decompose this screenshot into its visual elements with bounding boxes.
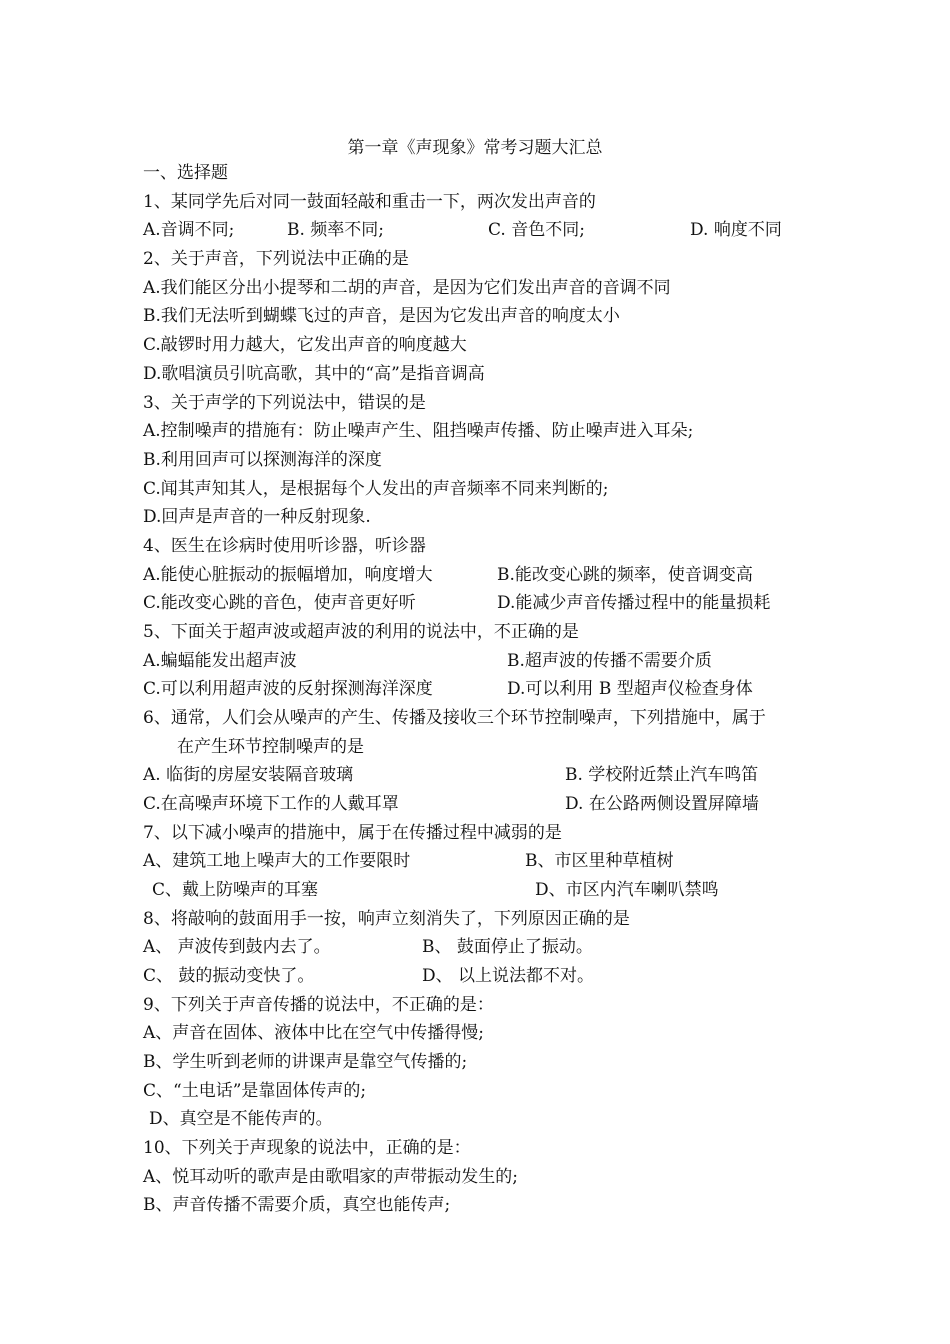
- question-3-option-b: B.利用回声可以探测海洋的深度: [143, 450, 382, 470]
- question-9-option-b: B、学生听到老师的讲课声是靠空气传播的;: [143, 1052, 468, 1072]
- question-1-stem: 1、某同学先后对同一鼓面轻敲和重击一下，两次发出声音的: [143, 192, 596, 212]
- question-5-option-d: D.可以利用 B 型超声仪检查身体: [507, 679, 753, 699]
- question-5-option-c: C.可以利用超声波的反射探测海洋深度: [143, 679, 433, 699]
- question-2-option-b: B.我们无法听到蝴蝶飞过的声音，是因为它发出声音的响度太小: [143, 306, 620, 326]
- question-1-option-c: C. 音色不同;: [488, 220, 585, 240]
- question-7-option-c: C、戴上防噪声的耳塞: [152, 880, 319, 900]
- question-7-option-a: A、建筑工地上噪声大的工作要限时: [143, 851, 411, 871]
- question-8-option-b: B、 鼓面停止了振动。: [422, 937, 593, 957]
- question-3-stem: 3、关于声学的下列说法中，错误的是: [143, 393, 426, 413]
- question-8-option-c: C、 鼓的振动变快了。: [143, 966, 315, 986]
- question-9-option-c: C、“土电话”是靠固体传声的;: [143, 1081, 367, 1101]
- question-6-option-d: D. 在公路两侧设置屏障墙: [565, 794, 759, 814]
- question-2-option-d: D.歌唱演员引吭高歌，其中的“高”是指音调高: [143, 364, 485, 384]
- question-6-stem: 6、通常，人们会从噪声的产生、传播及接收三个环节控制噪声，下列措施中，属于: [143, 708, 766, 728]
- page-title: 第一章《声现象》常考习题大汇总: [347, 138, 603, 158]
- question-3-option-a: A.控制噪声的措施有：防止噪声产生、阻挡噪声传播、防止噪声进入耳朵;: [143, 421, 694, 441]
- question-4-stem: 4、医生在诊病时使用听诊器，听诊器: [143, 536, 426, 556]
- question-10-option-b: B、声音传播不需要介质，真空也能传声;: [143, 1195, 451, 1215]
- question-5-stem: 5、下面关于超声波或超声波的利用的说法中，不正确的是: [143, 622, 579, 642]
- question-3-option-d: D.回声是声音的一种反射现象.: [143, 507, 371, 527]
- question-7-option-b: B、市区里种草植树: [525, 851, 674, 871]
- question-8-option-a: A、 声波传到鼓内去了。: [143, 937, 331, 957]
- question-3-option-c: C.闻其声知其人，是根据每个人发出的声音频率不同来判断的;: [143, 479, 609, 499]
- question-9-option-d: D、真空是不能传声的。: [149, 1109, 333, 1129]
- question-5-option-a: A.蝙蝠能发出超声波: [143, 651, 297, 671]
- question-4-option-a: A.能使心脏振动的振幅增加，响度增大: [143, 565, 433, 585]
- question-7-stem: 7、以下减小噪声的措施中，属于在传播过程中减弱的是: [143, 823, 562, 843]
- question-10-stem: 10、下列关于声现象的说法中，正确的是：: [143, 1138, 471, 1158]
- question-1-option-a: A.音调不同;: [143, 220, 235, 240]
- question-5-option-b: B.超声波的传播不需要介质: [507, 651, 712, 671]
- question-4-option-b: B.能改变心跳的频率，使音调变高: [497, 565, 753, 585]
- question-9-stem: 9、下列关于声音传播的说法中，不正确的是：: [143, 995, 494, 1015]
- question-6-option-c: C.在高噪声环境下工作的人戴耳罩: [143, 794, 399, 814]
- question-1-option-d: D. 响度不同: [690, 220, 782, 240]
- question-8-stem: 8、将敲响的鼓面用手一按，响声立刻消失了，下列原因正确的是: [143, 909, 630, 929]
- question-6-option-b: B. 学校附近禁止汽车鸣笛: [565, 765, 759, 785]
- question-4-option-d: D.能减少声音传播过程中的能量损耗: [497, 593, 771, 613]
- question-4-option-c: C.能改变心跳的音色，使声音更好听: [143, 593, 416, 613]
- question-2-stem: 2、关于声音，下列说法中正确的是: [143, 249, 409, 269]
- question-1-option-b: B. 频率不同;: [287, 220, 385, 240]
- question-2-option-c: C.敲锣时用力越大，它发出声音的响度越大: [143, 335, 467, 355]
- question-2-option-a: A.我们能区分出小提琴和二胡的声音，是因为它们发出声音的音调不同: [143, 278, 671, 298]
- question-9-option-a: A、声音在固体、液体中比在空气中传播得慢;: [143, 1023, 485, 1043]
- question-6-option-a: A. 临街的房屋安装隔音玻璃: [143, 765, 354, 785]
- question-7-option-d: D、市区内汽车喇叭禁鸣: [535, 880, 719, 900]
- question-6-stem-continued: 在产生环节控制噪声的是: [177, 737, 364, 757]
- question-8-option-d: D、 以上说法都不对。: [422, 966, 595, 986]
- question-10-option-a: A、悦耳动听的歌声是由歌唱家的声带振动发生的;: [143, 1167, 519, 1187]
- section-heading: 一、选择题: [143, 163, 228, 183]
